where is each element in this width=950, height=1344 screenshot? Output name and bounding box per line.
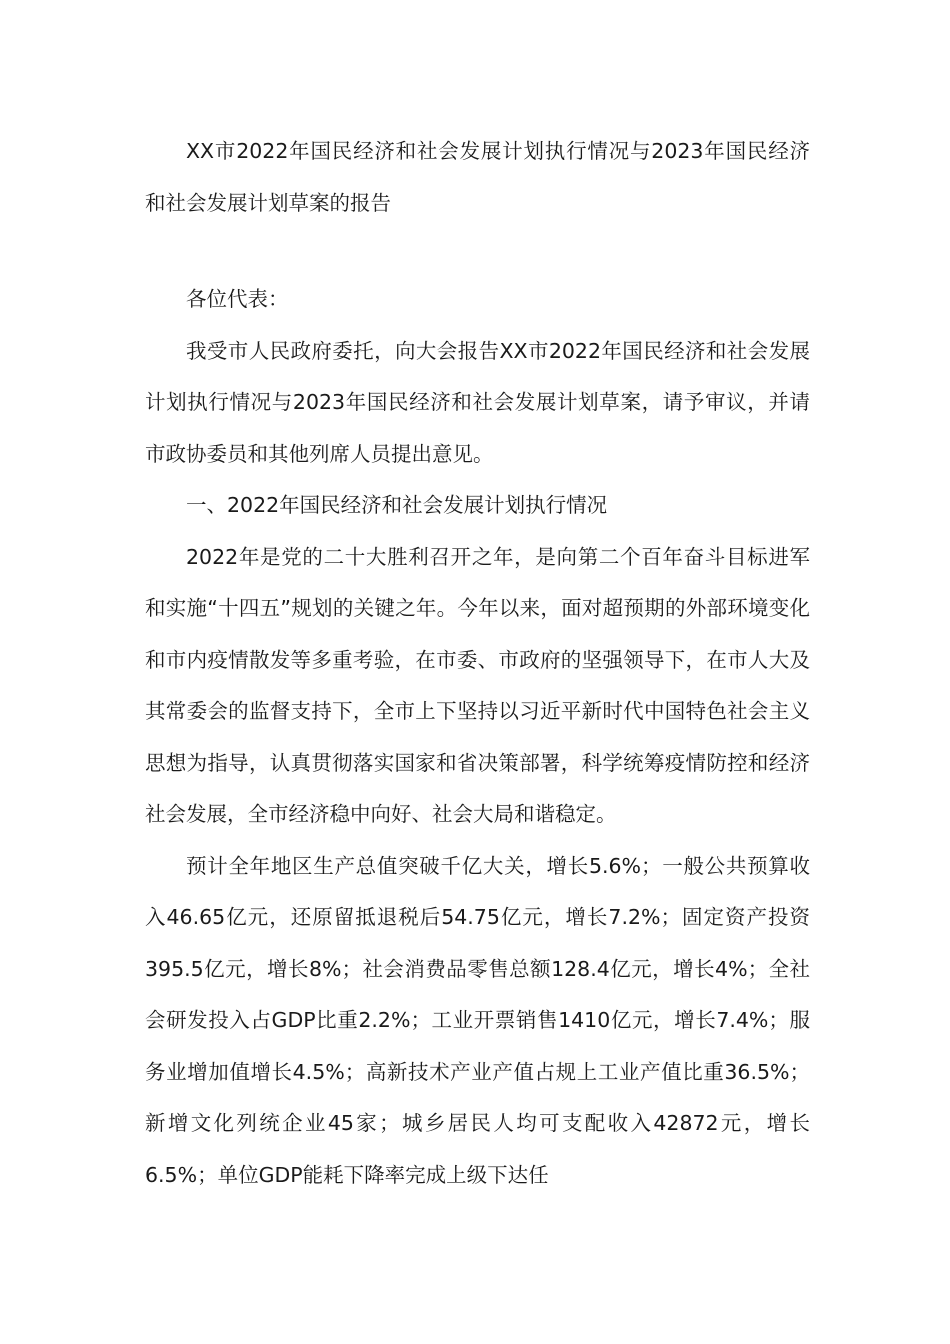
- salutation-paragraph: 各位代表：: [186, 287, 289, 311]
- intro-paragraph: 我受市人民政府委托，向大会报告XX市2022年国民经济和社会发展计划执行情况与2023年国民经济和社会发展计划草案，请予审议，并请市政协委员和其他列席人员提出意见。: [145, 338, 810, 466]
- indicators-paragraph: 预计全年地区生产总值突破千亿大关，增长5.6%；一般公共预算收入46.65亿元，还原留抵退税后54.75亿元，增长7.2%；固定资产投资395.5亿元，增长8%；社会消费品零售总额128.4亿元，增长4%；全社会研发投入占GDP比重2.2%；工业开票销售1410亿元，增长7.4%；服务业增加值增长4.5%；高新技术产业产值占规上工业产值比重36.5%；新增文化列统企业45家；城乡居民人均可支配收入42872元，增长6.5%；单位GDP能耗下降率完成上级下达任: [145, 853, 810, 1187]
- overview-paragraph: 2022年是党的二十大胜利召开之年，是向第二个百年奋斗目标进军和实施“十四五”规划的关键之年。今年以来，面对超预期的外部环境变化和市内疫情散发等多重考验，在市委、市政府的坚强领导下，在市人大及其常委会的监督支持下，全市上下坚持以习近平新时代中国特色社会主义思想为指导，认真贯彻落实国家和省决策部署，科学统筹疫情防控和经济社会发展，全市经济稳中向好、社会大局和谐稳定。: [145, 544, 810, 826]
- document-body: [145, 274, 810, 1201]
- document-title: XX市2022年国民经济和社会发展计划执行情况与2023年国民经济和社会发展计划草案的报告: [145, 139, 810, 215]
- section-heading: 一、2022年国民经济和社会发展计划执行情况: [186, 493, 608, 517]
